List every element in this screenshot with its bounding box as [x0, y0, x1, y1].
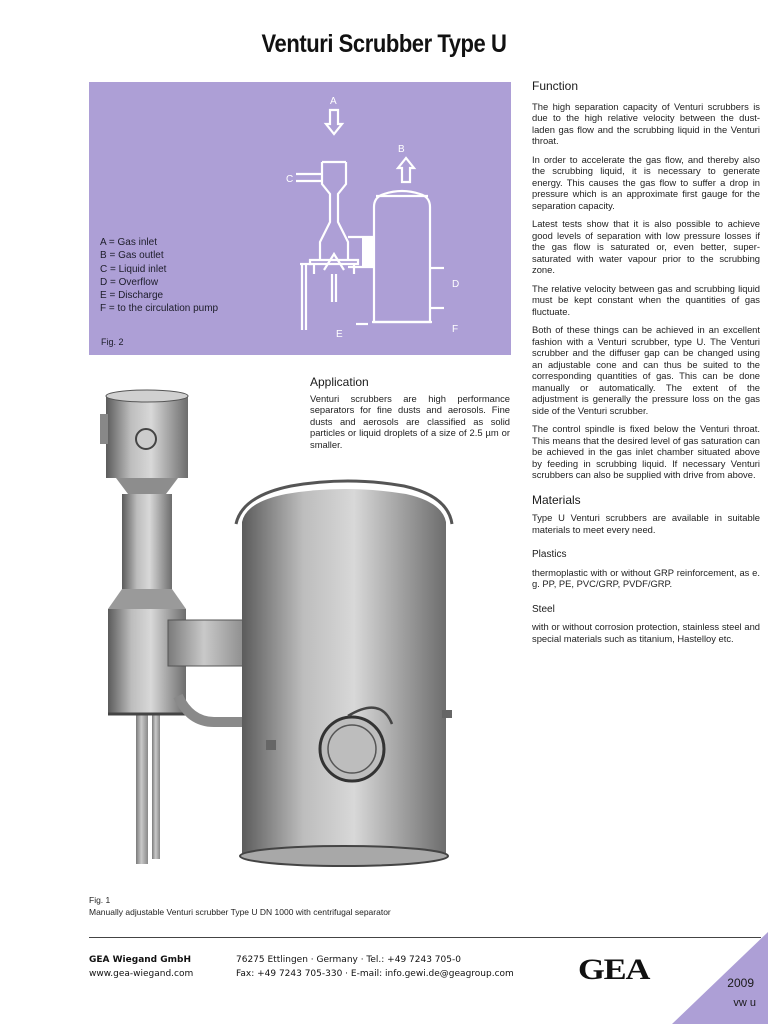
function-paragraph: The high separation capacity of Venturi scrubbers is due to the high relative velocity between the dust-laden gas flow and the scrubbing liquid in the Venturi throat.: [532, 100, 760, 146]
function-section: [532, 81, 760, 651]
legend-item: F = to the circulation pump: [100, 303, 219, 315]
materials-heading: Materials: [532, 492, 581, 507]
function-paragraph: In order to accelerate the gas flow, and thereby also the scrubbing liquid, it is necessary to generate energy. This causes the gas flow to suffer a drop in pressure which is an approximate first gauge for the separation capacity.: [532, 153, 760, 211]
figure-2-legend: [100, 236, 218, 316]
plastics-text: thermoplastic with or without GRP reinforcement, as e. g. PP, PE, PVC/GRP, PVDF/GRP.: [532, 566, 760, 589]
gea-logo: GEA: [578, 953, 650, 986]
footer-code: vw u: [733, 997, 756, 1009]
steel-text: with or without corrosion protection, stainless steel and special materials such as titanium, Hastelloy etc.: [532, 621, 760, 644]
legend-item: B = Gas outlet: [100, 250, 164, 262]
scrubber-photo: [86, 384, 466, 884]
application-text: Venturi scrubbers are high performance separators for fine dusts and aerosols. Fine dusts and aerosols are classified as solid particles or liquid droplets of a size of 2.5 µm or smaller.: [310, 392, 510, 450]
steel-heading: Steel: [532, 603, 555, 615]
plastics-heading: Plastics: [532, 549, 567, 560]
function-paragraph: The control spindle is fixed below the Venturi throat. This means that the desired level of gas saturation can be achieved in the gas inlet chamber situated above by feeding in scrubbing liquid. If necessary Venturi scrubbers can also be supplied with drive from above.: [532, 423, 760, 480]
footer-company: GEA Wiegand GmbH: [89, 955, 191, 965]
label-b: B: [398, 144, 405, 155]
figure-1-text: Manually adjustable Venturi scrubber Type U DN 1000 with centrifugal separator: [89, 906, 391, 917]
application-heading: Application: [310, 375, 369, 389]
label-c: C: [286, 174, 294, 185]
arrow-b-icon: [398, 158, 414, 182]
scrubber-schematic: [284, 92, 484, 342]
function-heading: Function: [532, 79, 579, 93]
footer-year: 2009: [727, 976, 754, 990]
label-f: F: [452, 324, 459, 335]
arrow-a-icon: [326, 110, 342, 134]
footer-rule: [89, 937, 761, 938]
materials-text: Type U Venturi scrubbers are available in suitable materials to meet every need.: [532, 512, 760, 535]
label-a: A: [330, 96, 337, 107]
legend-item: D = Overflow: [100, 276, 159, 288]
figure-1-caption: [89, 895, 391, 918]
function-paragraph: Both of these things can be achieved in an excellent fashion with a Venturi scrubber, type U. The Venturi scrubber and the diffuser gap can be changed using an adjustable cone and can thus be suited to the corresponding quantities of gas. This can be done manually or automatically. The extent of the adjustment is generally the pressure loss on the gas side of the Venturi scrubber.: [532, 324, 760, 416]
function-paragraph: The relative velocity between gas and scrubbing liquid must be kept constant when the quantities of gas fluctuate.: [532, 282, 760, 317]
figure-2-panel: [89, 82, 511, 355]
label-e: E: [336, 329, 343, 340]
legend-item: E = Discharge: [100, 290, 164, 302]
page-title: Venturi Scrubber Type U: [261, 30, 507, 58]
legend-item: C = Liquid inlet: [100, 263, 167, 275]
function-paragraph: Latest tests show that it is also possible to achieve good levels of separation with low pressure losses if the gas flow is saturated or, even better, super-saturated with water vapour prior to the scrubbing zone.: [532, 218, 760, 275]
footer-contact: Fax: +49 7243 705-330 · E-mail: info.gewi.de@geagroup.com: [236, 969, 514, 979]
label-d: D: [452, 279, 460, 290]
legend-item: A = Gas inlet: [100, 237, 157, 248]
footer-address: 76275 Ettlingen · Germany · Tel.: +49 7243 705-0: [236, 955, 461, 965]
figure-2-caption: Fig. 2: [101, 337, 124, 347]
figure-1-label: Fig. 1: [89, 895, 111, 905]
footer-website[interactable]: www.gea-wiegand.com: [89, 969, 194, 979]
